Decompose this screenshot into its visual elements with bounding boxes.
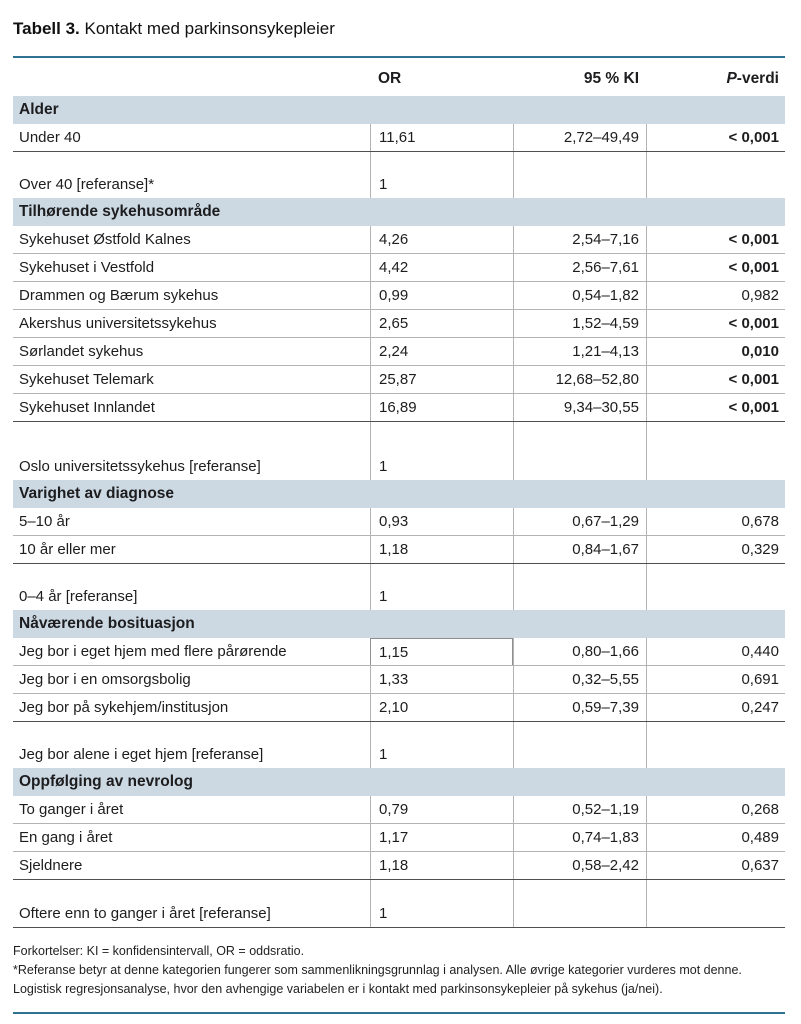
table-row xyxy=(13,394,785,422)
p-value xyxy=(646,422,785,480)
row-label: Jeg bor i eget hjem med flere pårørende xyxy=(19,643,287,660)
or-value: 1 xyxy=(370,152,513,198)
or-value: 0,79 xyxy=(370,796,513,823)
p-value: 0,329 xyxy=(646,536,785,563)
p-value xyxy=(646,722,785,768)
or-value: 0,93 xyxy=(370,508,513,535)
bottom-rule xyxy=(13,1012,785,1014)
p-value: 0,268 xyxy=(646,796,785,823)
table-row xyxy=(13,852,785,880)
or-value: 1,33 xyxy=(370,666,513,693)
p-value xyxy=(646,880,785,927)
table-row xyxy=(13,536,785,564)
p-value: 0,982 xyxy=(646,282,785,309)
row-label: Jeg bor alene i eget hjem [referanse] xyxy=(19,746,264,763)
p-value xyxy=(646,564,785,610)
or-value: 16,89 xyxy=(370,394,513,421)
p-value: 0,637 xyxy=(646,852,785,879)
p-italic: P xyxy=(726,70,737,87)
table-title xyxy=(13,18,785,40)
or-value: 1,18 xyxy=(370,852,513,879)
section-header: Alder xyxy=(13,96,785,124)
ki-value: 0,59–7,39 xyxy=(513,694,646,721)
ki-value xyxy=(513,880,646,927)
reference-row xyxy=(13,564,785,610)
ki-value: 9,34–30,55 xyxy=(513,394,646,421)
p-value: 0,691 xyxy=(646,666,785,693)
row-label: Under 40 xyxy=(19,129,81,146)
footnote-line: Forkortelser: KI = konfidensintervall, OR = oddsratio. xyxy=(13,944,305,958)
or-value: 1 xyxy=(370,422,513,480)
column-header-ki: 95 % KI xyxy=(583,70,639,87)
ki-value: 0,74–1,83 xyxy=(513,824,646,851)
table-row xyxy=(13,508,785,536)
ki-value: 2,72–49,49 xyxy=(513,124,646,151)
p-rest: -verdi xyxy=(736,70,779,87)
or-value: 1 xyxy=(370,564,513,610)
or-value: 4,42 xyxy=(370,254,513,281)
ki-value: 12,68–52,80 xyxy=(513,366,646,393)
row-label: En gang i året xyxy=(19,829,113,846)
ki-value: 0,58–2,42 xyxy=(513,852,646,879)
reference-row xyxy=(13,880,785,927)
row-label: 0–4 år [referanse] xyxy=(19,588,138,605)
p-value xyxy=(646,152,785,198)
row-label: Sjeldnere xyxy=(19,857,83,874)
footnote-line: *Referanse betyr at denne kategorien fungerer som sammenlikningsgrunnlag i analysen. Alle øvrige kategorier vurderes mot denne. xyxy=(13,963,742,977)
row-label: Sykehuset Innlandet xyxy=(19,399,155,416)
row-label: Akershus universitetssykehus xyxy=(19,315,217,332)
row-label: Sykehuset Telemark xyxy=(19,371,154,388)
p-value: 0,489 xyxy=(646,824,785,851)
or-value: 4,26 xyxy=(370,226,513,253)
ki-value: 2,56–7,61 xyxy=(513,254,646,281)
or-value: 1 xyxy=(370,722,513,768)
table-row xyxy=(13,254,785,282)
or-value: 11,61 xyxy=(370,124,513,151)
table-row xyxy=(13,338,785,366)
p-value: < 0,001 xyxy=(646,226,785,253)
reference-row xyxy=(13,152,785,198)
row-label: To ganger i året xyxy=(19,801,124,818)
p-value: < 0,001 xyxy=(646,394,785,421)
ki-value xyxy=(513,422,646,480)
table-row xyxy=(13,638,785,666)
or-value: 0,99 xyxy=(370,282,513,309)
column-header-row xyxy=(13,58,785,96)
table-title-text: Kontakt med parkinsonsykepleier xyxy=(79,19,335,38)
row-label: Sørlandet sykehus xyxy=(19,343,144,360)
ki-value: 0,84–1,67 xyxy=(513,536,646,563)
row-label: Sykehuset i Vestfold xyxy=(19,259,155,276)
table-row xyxy=(13,796,785,824)
row-label: Oftere enn to ganger i året [referanse] xyxy=(19,905,271,922)
ki-value xyxy=(513,722,646,768)
ki-value: 0,32–5,55 xyxy=(513,666,646,693)
ki-value xyxy=(513,564,646,610)
ki-value: 1,21–4,13 xyxy=(513,338,646,365)
table-number-label: Tabell 3. xyxy=(13,19,80,38)
table-row xyxy=(13,824,785,852)
reference-row xyxy=(13,722,785,768)
p-value: 0,247 xyxy=(646,694,785,721)
row-label: Over 40 [referanse]* xyxy=(19,176,155,193)
row-label: Oslo universitetssykehus [referanse] xyxy=(19,458,261,475)
row-label: 10 år eller mer xyxy=(19,541,116,558)
p-value: 0,678 xyxy=(646,508,785,535)
section-header: Varighet av diagnose xyxy=(13,480,785,508)
table-row xyxy=(13,666,785,694)
footnotes xyxy=(13,942,785,999)
or-value: 2,24 xyxy=(370,338,513,365)
or-value: 1,15 xyxy=(370,638,513,665)
row-label: Jeg bor i en omsorgsbolig xyxy=(19,671,191,688)
or-value: 1,17 xyxy=(370,824,513,851)
table-row xyxy=(13,124,785,152)
table-row xyxy=(13,282,785,310)
p-value: < 0,001 xyxy=(646,310,785,337)
p-value: 0,440 xyxy=(646,638,785,665)
section-header: Tilhørende sykehusområde xyxy=(13,198,785,226)
ki-value: 0,67–1,29 xyxy=(513,508,646,535)
ki-value: 0,80–1,66 xyxy=(513,638,646,665)
table-body xyxy=(13,96,785,927)
or-value: 2,65 xyxy=(370,310,513,337)
table-row xyxy=(13,366,785,394)
table-row xyxy=(13,226,785,254)
table-row xyxy=(13,310,785,338)
or-value: 1,18 xyxy=(370,536,513,563)
or-value: 1 xyxy=(370,880,513,927)
p-value: < 0,001 xyxy=(646,366,785,393)
reference-row xyxy=(13,422,785,480)
ki-value: 1,52–4,59 xyxy=(513,310,646,337)
row-label: Jeg bor på sykehjem/institusjon xyxy=(19,699,229,716)
footnote-line: Logistisk regresjonsanalyse, hvor den avhengige variabelen er i kontakt med parkinsonsykepleier på sykehus (ja/nei). xyxy=(13,982,663,996)
column-header-or: OR xyxy=(378,70,402,87)
p-value: 0,010 xyxy=(646,338,785,365)
table-figure xyxy=(13,18,785,1014)
ki-value: 0,52–1,19 xyxy=(513,796,646,823)
p-value: < 0,001 xyxy=(646,124,785,151)
column-header-p-verdi xyxy=(646,70,785,88)
ki-value: 0,54–1,82 xyxy=(513,282,646,309)
row-label: Sykehuset Østfold Kalnes xyxy=(19,231,191,248)
ki-value xyxy=(513,152,646,198)
section-header: Nåværende bosituasjon xyxy=(13,610,785,638)
p-value: < 0,001 xyxy=(646,254,785,281)
row-label: 5–10 år xyxy=(19,513,70,530)
or-value: 2,10 xyxy=(370,694,513,721)
or-value: 25,87 xyxy=(370,366,513,393)
statistics-table xyxy=(13,58,785,928)
section-header: Oppfølging av nevrolog xyxy=(13,768,785,796)
table-row xyxy=(13,694,785,722)
row-label: Drammen og Bærum sykehus xyxy=(19,287,219,304)
ki-value: 2,54–7,16 xyxy=(513,226,646,253)
